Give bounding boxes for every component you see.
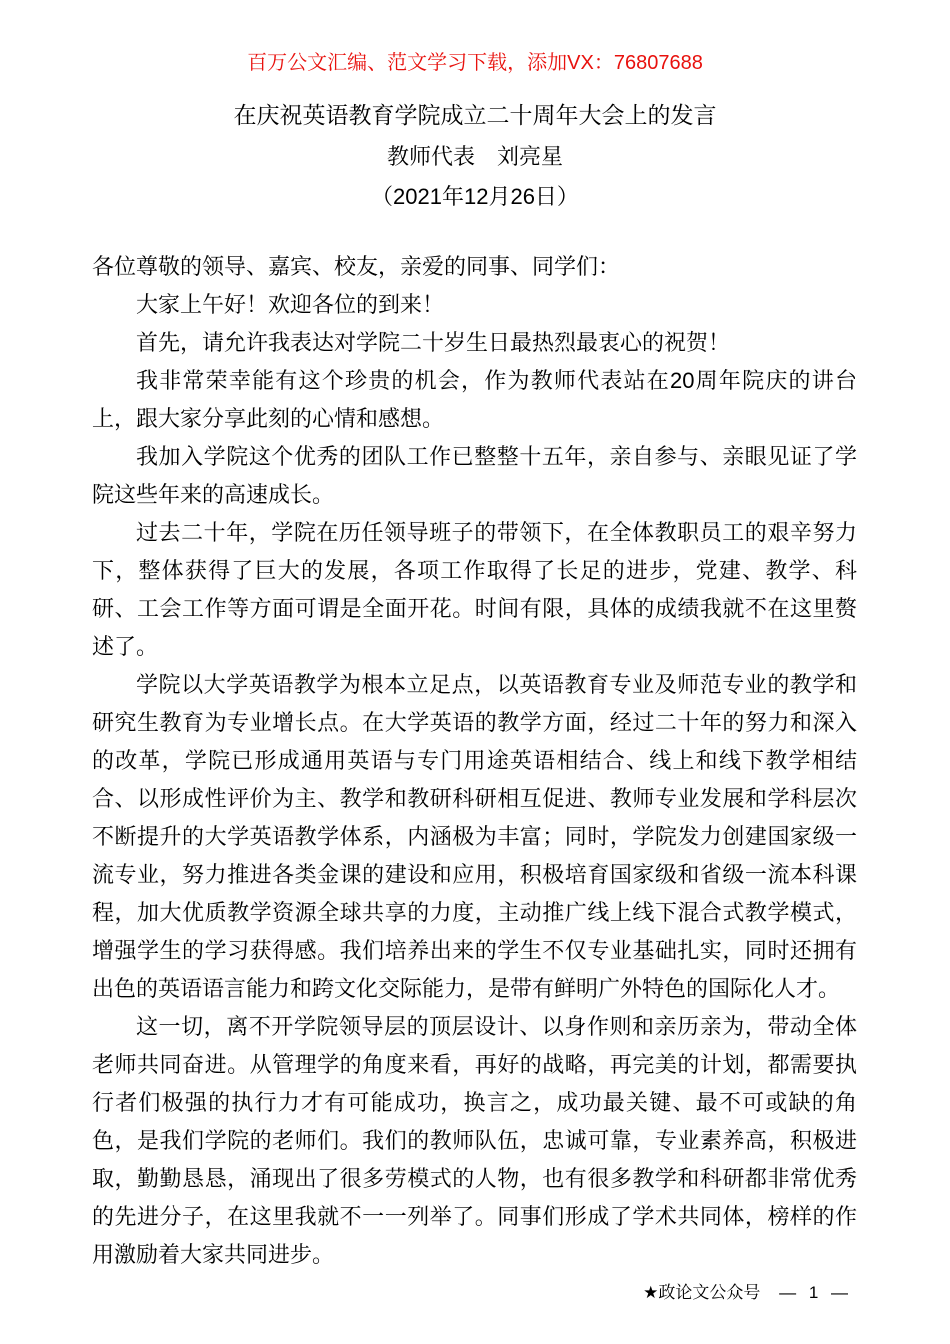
- footer-brand: ★政论文公众号: [643, 1283, 761, 1302]
- page-footer: [643, 1282, 852, 1304]
- header-notice: 百万公文汇编、范文学习下载，添加VX：76807688: [247, 52, 703, 74]
- paragraph: 首先，请允许我表达对学院二十岁生日最热烈最衷心的祝贺！: [136, 330, 731, 355]
- paragraph: 我加入学院这个优秀的团队工作已整整十五年，亲自参与、亲眼见证了学院这些年来的高速成长。: [92, 444, 857, 507]
- doc-title: 在庆祝英语教育学院成立二十周年大会上的发言: [233, 102, 717, 128]
- paragraph: 学院以大学英语教学为根本立足点，以英语教育专业及师范专业的教学和研究生教育为专业增长点。在大学英语的教学方面，经过二十年的努力和深入的改革，学院已形成通用英语与专门用途英语相结合、线上和线下教学相结合、以形成性评价为主、教学和教研科研相互促进、教师专业发展和学科层次不断提升的大学英语教学体系，内涵极为丰富；同时，学院发力创建国家级一流专业，努力推进各类金课的建设和应用，积极培育国家级和省级一流本科课程，加大优质教学资源全球共享的力度，主动推广线上线下混合式教学模式，增强学生的学习获得感。我们培养出来的学生不仅专业基础扎实，同时还拥有出色的英语语言能力和跨文化交际能力，是带有鲜明广外特色的国际化人才。: [92, 672, 857, 1001]
- salutation: 各位尊敬的领导、嘉宾、校友，亲爱的同事、同学们：: [92, 254, 621, 279]
- speech-body: [92, 248, 857, 1274]
- date-line: （2021年12月26日）: [371, 184, 579, 209]
- speaker-byline: 教师代表 刘亮星: [386, 144, 563, 169]
- paragraph: 我非常荣幸能有这个珍贵的机会，作为教师代表站在20周年院庆的讲台上，跟大家分享此刻的心情和感想。: [92, 368, 857, 431]
- paragraph: 大家上午好！欢迎各位的到来！: [136, 292, 445, 317]
- page-number: — 1 —: [779, 1283, 852, 1302]
- paragraph: 这一切，离不开学院领导层的顶层设计、以身作则和亲历亲为，带动全体老师共同奋进。从管理学的角度来看，再好的战略，再完美的计划，都需要执行者们极强的执行力才有可能成功，换言之，成功最关键、最不可或缺的角色，是我们学院的老师们。我们的教师队伍，忠诚可靠，专业素养高，积极进取，勤勤恳恳，涌现出了很多劳模式的人物，也有很多教学和科研都非常优秀的先进分子，在这里我就不一一列举了。同事们形成了学术共同体，榜样的作用激励着大家共同进步。: [92, 1014, 857, 1267]
- paragraph: 过去二十年，学院在历任领导班子的带领下，在全体教职员工的艰辛努力下，整体获得了巨大的发展，各项工作取得了长足的进步，党建、教学、科研、工会工作等方面可谓是全面开花。时间有限，具体的成绩我就不在这里赘述了。: [92, 520, 857, 659]
